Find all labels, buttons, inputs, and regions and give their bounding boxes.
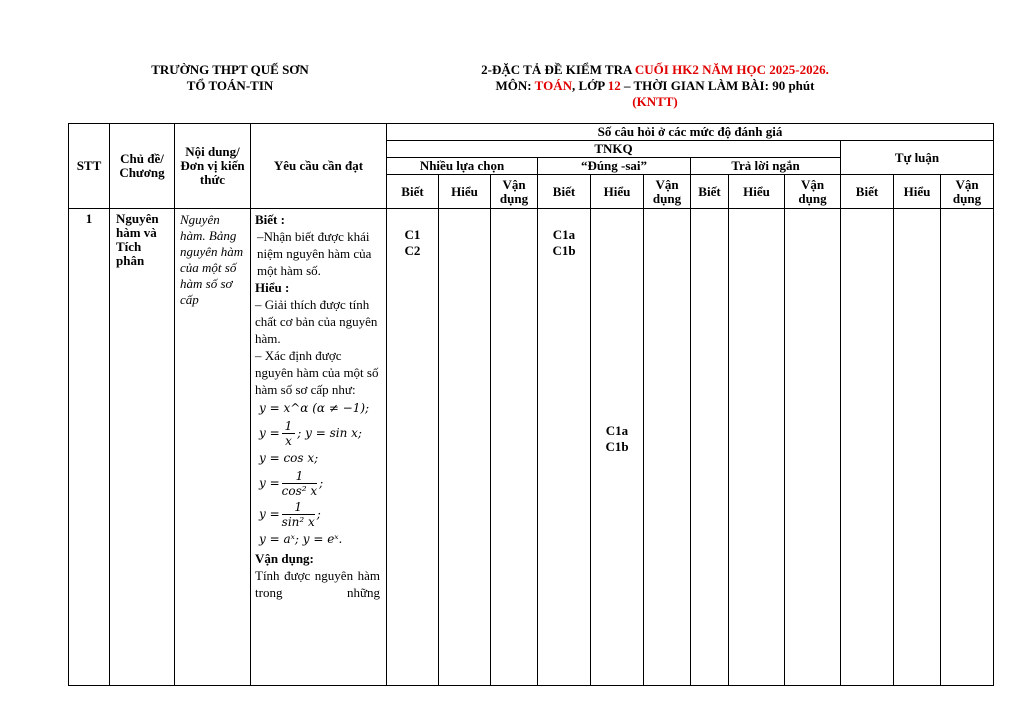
header-requirement: Yêu cầu cần đạt [251,124,387,209]
req-understand-2: – Xác định được nguyên hàm của một số hàm số sơ cấp như: [255,348,379,397]
mc-know-cell [387,209,439,686]
req-understand-label: Hiểu : [255,280,290,295]
tf-know-cell [538,209,591,686]
formula-sec-squared: y = $\frac{1}{\text{cos² x}}$ ; [259,469,324,498]
subject-name: TOÁN [534,78,572,93]
formula-sin: ; y = sin x; [297,426,362,440]
sa-understand-header: Hiểu [729,175,785,209]
header-stt: STT [69,124,110,209]
table-row [69,209,994,686]
row-stt: 1 [69,209,110,686]
essay-know-header: Biết [841,175,894,209]
sa-know-cell [691,209,729,686]
essay-understand-cell [894,209,941,686]
mc-know-header: Biết [387,175,439,209]
formula-reciprocal: y = $\frac{1}{x}$ ; y = sin x; [259,419,362,448]
tf-understand-cell [591,209,644,686]
mc-understand-cell [439,209,491,686]
mc-know-code: C1 [404,227,421,242]
book-series: (KNTT) [632,94,678,109]
mc-know-code: C2 [404,243,421,258]
subject-line [420,78,890,94]
tf-apply-cell [644,209,691,686]
sa-know-header: Biết [691,175,729,209]
grade-number: 12 [607,78,621,93]
formula-sin2-den: sin² x [281,515,315,529]
row-topic: Nguyên hàm và Tích phân [110,209,175,686]
subject-prefix: MÔN: [495,78,535,93]
group-name: TỔ TOÁN-TIN [186,78,274,93]
header-short-answer: Trả lời ngắn [691,158,841,175]
school-name: TRƯỜNG THPT QUẾ SƠN [151,62,309,77]
formula-cos: y = cos x; [259,451,319,465]
formula-cos2-den: cos² x [281,484,318,498]
tf-know-header: Biết [538,175,591,209]
header-true-false: “Đúng -sai” [538,158,691,175]
specification-table [68,123,994,686]
essay-apply-header: Vận dụng [941,175,994,209]
req-apply-label: Vận dụng: [255,551,314,566]
row-requirement [251,209,387,686]
essay-know-cell [841,209,894,686]
sa-apply-cell [785,209,841,686]
header-essay: Tự luận [841,141,994,175]
row-unit: Nguyên hàm. Bảng nguyên hàm của một số hàm số sơ cấp [175,209,251,686]
req-apply-text: Tính được nguyên hàm trong những [255,568,380,600]
time-text: – THỜI GIAN LÀM BÀI: 90 phút [620,78,815,93]
formula-power: y = x^α (α ≠ −1); [259,401,370,415]
mc-understand-header: Hiểu [439,175,491,209]
req-know-label: Biết : [255,212,285,227]
header-unit: Nội dung/Đơn vị kiến thức [175,124,251,209]
sa-apply-header: Vận dụng [785,175,841,209]
header-tnkq: TNKQ [387,141,841,158]
grade-prefix: , LỚP [571,78,608,93]
tf-understand-header: Hiểu [591,175,644,209]
req-understand-1: – Giải thích được tính chất cơ bản của nguyên hàm. [255,297,378,346]
tf-understand-code: C1a [605,423,629,438]
formula-exponential: y = aˣ; y = eˣ. [259,532,343,546]
header-multiple-choice: Nhiều lựa chọn [387,158,538,175]
formula-csc-squared: y = $\frac{1}{\text{sin² x}}$ ; [259,500,321,529]
header-topic: Chủ đề/ Chương [110,124,175,209]
header-levels: Số câu hỏi ở các mức độ đánh giá [387,124,994,141]
essay-apply-cell [941,209,994,686]
sa-understand-cell [729,209,785,686]
title-prefix: 2-ĐẶC TẢ ĐỀ KIỂM TRA [481,62,635,77]
school-header [110,62,350,94]
title-line [420,62,890,78]
tf-know-code: C1b [552,243,576,258]
tf-know-code: C1a [552,227,576,242]
tf-apply-header: Vận dụng [644,175,691,209]
mc-apply-header: Vận dụng [491,175,538,209]
mc-apply-cell [491,209,538,686]
essay-understand-header: Hiểu [894,175,941,209]
title-exam: CUỐI HK2 NĂM HỌC 2025-2026. [634,62,829,77]
document-title [420,62,890,110]
req-know-text: –Nhận biết được khái niệm nguyên hàm của một hàm số. [257,229,372,278]
tf-understand-code: C1b [605,439,629,454]
